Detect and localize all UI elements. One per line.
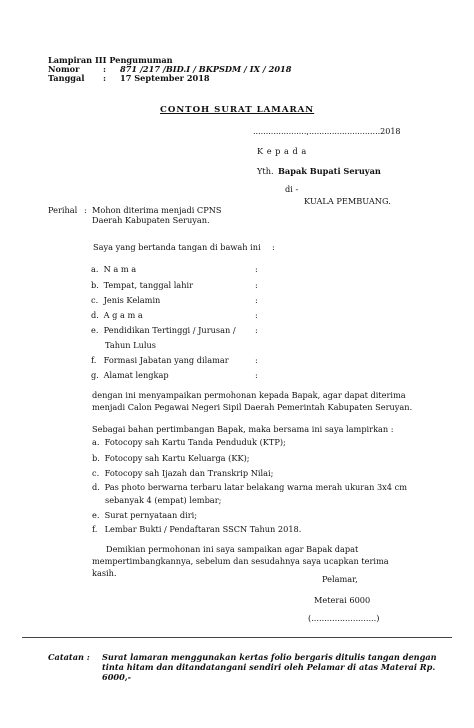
field-colon: : <box>255 295 258 305</box>
pelamar-label: Pelamar, <box>322 574 358 584</box>
field-colon: : <box>255 355 258 365</box>
field-label: A g a m a <box>103 310 143 320</box>
catatan-line: Surat lamaran menggunakan kertas folio bergaris ditulis tangan dengan <box>102 652 437 662</box>
perihal-colon: : <box>84 205 87 215</box>
field-colon: : <box>255 325 258 335</box>
field-label-continuation: Tahun Lulus <box>105 340 156 350</box>
attachment-item <box>92 453 250 463</box>
attachments-intro: Sebagai bahan pertimbangan Bapak, maka bersama ini saya lampirkan : <box>92 424 394 434</box>
closing-line: kasih. <box>92 568 117 578</box>
perihal-line2: Daerah Kabupaten Seruyan. <box>92 215 210 225</box>
field-label: Tempat, tanggal lahir <box>103 280 193 290</box>
field-colon: : <box>255 280 258 290</box>
attachment-text: Fotocopy sah Ijazah dan Transkrip Nilai; <box>104 468 274 478</box>
nomor-value: 871 /217 /BID.I / BKPSDM / IX / 2018 <box>120 64 292 74</box>
field-letter: c. <box>91 295 99 305</box>
field-colon: : <box>255 370 258 380</box>
tanggal-colon: : <box>103 73 107 83</box>
field-colon: : <box>255 264 258 274</box>
perihal-line1: Mohon diterima menjadi CPNS <box>92 205 222 215</box>
field-label: Jenis Kelamin <box>103 295 161 305</box>
field-row <box>91 310 143 320</box>
catatan-line: tinta hitam dan ditandatangani sendiri oleh Pelamar di atas Materai Rp. <box>102 662 436 672</box>
field-label: Formasi Jabatan yang dilamar <box>103 355 229 365</box>
field-letter: e. <box>91 325 99 335</box>
attachment-letter: b. <box>92 453 100 463</box>
field-colon: : <box>255 310 258 320</box>
field-row <box>91 295 160 305</box>
field-row <box>91 264 136 274</box>
date-line: .....................,............................2018 <box>253 127 401 136</box>
intro-text: Saya yang bertanda tangan di bawah ini <box>93 242 261 252</box>
field-letter: f. <box>91 355 97 365</box>
attachment-text: Surat pernyataan diri; <box>104 510 198 520</box>
field-label: N a m a <box>103 264 137 274</box>
body-paragraph-line: menjadi Calon Pegawai Negeri Sipil Daerah Pemerintah Kabupaten Seruyan. <box>92 402 413 412</box>
attachment-text: Pas photo berwarna terbaru latar belakang warna merah ukuran 3x4 cm <box>104 482 407 492</box>
field-label: Pendidikan Tertinggi / Jurusan / <box>103 325 236 335</box>
attachment-text: Lembar Bukti / Pendaftaran SSCN Tahun 2018. <box>104 524 302 534</box>
body-paragraph-line: dengan ini menyampaikan permohonan kepada Bapak, agar dapat diterima <box>92 390 406 400</box>
field-letter: g. <box>91 370 99 380</box>
attachment-item <box>92 524 301 534</box>
attachment-letter: a. <box>92 437 100 447</box>
attachment-item <box>92 482 407 492</box>
signature-name-line: (.........................) <box>308 613 380 623</box>
nomor-label: Nomor <box>48 64 80 74</box>
attachment-letter: f. <box>92 524 98 534</box>
catatan-label: Catatan : <box>48 652 90 662</box>
field-letter: a. <box>91 264 99 274</box>
attachment-item <box>92 437 286 447</box>
field-letter: b. <box>91 280 99 290</box>
field-row <box>91 280 193 290</box>
materai-label: Meterai 6000 <box>314 595 371 605</box>
field-row <box>91 370 169 380</box>
attachment-item <box>92 510 197 520</box>
attachment-letter: e. <box>92 510 100 520</box>
divider <box>22 637 452 638</box>
attachment-text: Fotocopy sah Kartu Tanda Penduduk (KTP); <box>104 437 286 447</box>
closing-line: Demikian permohonan ini saya sampaikan agar Bapak dapat <box>106 544 359 554</box>
field-label: Alamat lengkap <box>103 370 169 380</box>
tanggal-label: Tanggal <box>48 73 85 83</box>
attachment-text: Fotocopy sah Kartu Keluarga (KK); <box>104 453 250 463</box>
tanggal-value: 17 September 2018 <box>120 73 210 83</box>
attachment-continuation: sebanyak 4 (empat) lembar; <box>105 495 222 505</box>
field-row <box>91 325 236 335</box>
perihal-label: Perihal <box>48 205 78 215</box>
attachment-item <box>92 468 273 478</box>
intro-colon: : <box>272 242 275 252</box>
lampiran-label: Lampiran III Pengumuman <box>48 55 173 65</box>
nomor-colon: : <box>103 64 107 74</box>
attachment-letter: d. <box>92 482 100 492</box>
field-letter: d. <box>91 310 99 320</box>
closing-line: mempertimbangkannya, sebelum dan sesudahnya saya ucapkan terima <box>92 556 389 566</box>
catatan-line: 6000,- <box>102 672 132 682</box>
yth-label: Yth. <box>257 166 274 176</box>
city-name: KUALA PEMBUANG. <box>304 196 391 206</box>
attachment-letter: c. <box>92 468 100 478</box>
document-title: CONTOH SURAT LAMARAN <box>160 105 315 115</box>
recipient-name: Bapak Bupati Seruyan <box>278 166 381 176</box>
di-label: di - <box>285 184 299 194</box>
kepada-label: K e p a d a <box>257 146 307 156</box>
field-row <box>91 355 229 365</box>
